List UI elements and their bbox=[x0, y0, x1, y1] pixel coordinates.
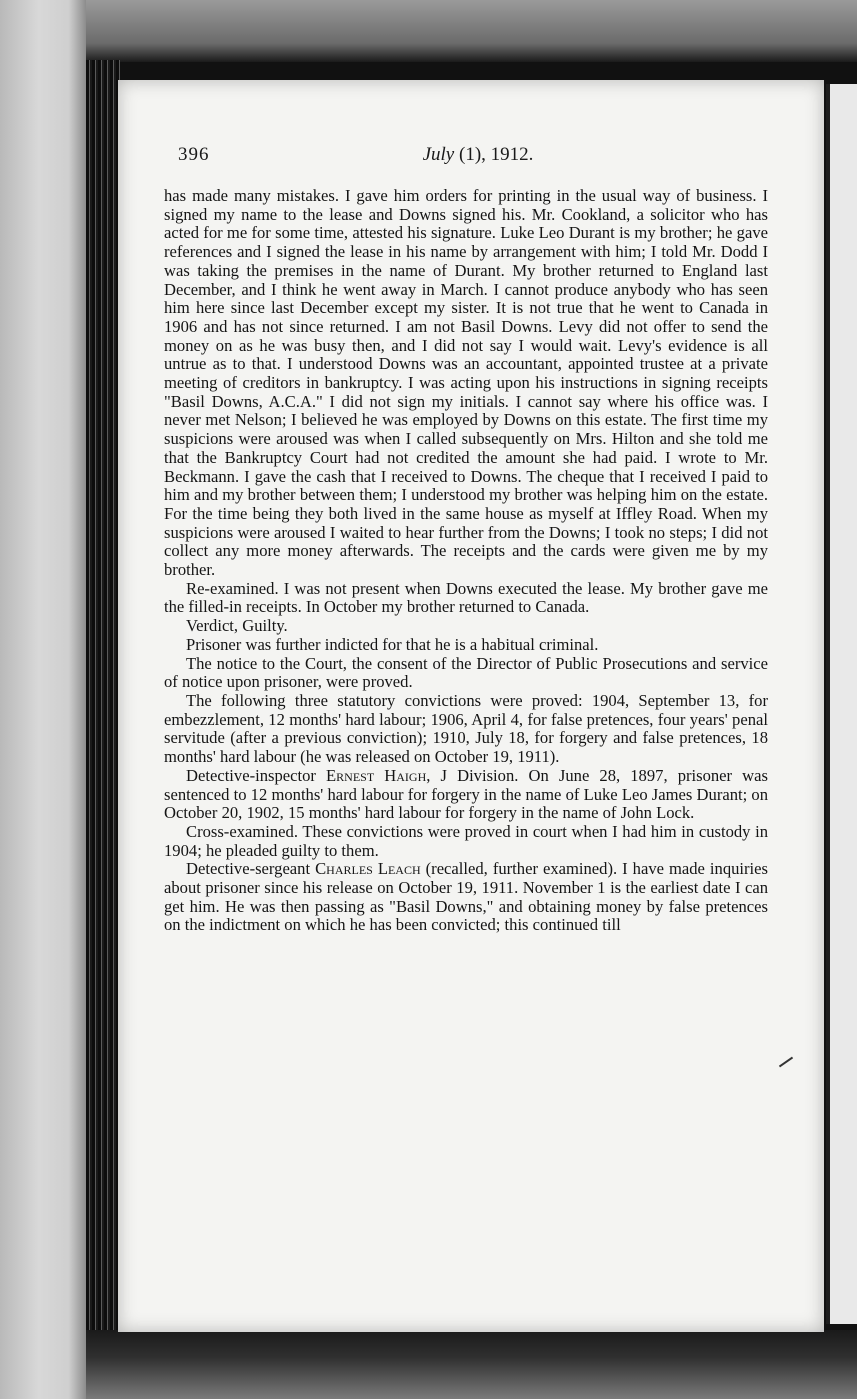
haigh-prefix: Detective-inspector bbox=[186, 765, 327, 785]
paragraph: Prisoner was further indicted for that he is a habitual criminal. bbox=[186, 634, 599, 654]
paragraph-leach bbox=[164, 860, 768, 935]
paragraph: Verdict, Guilty. bbox=[186, 616, 288, 636]
running-title bbox=[178, 144, 778, 166]
book-edge-bottom bbox=[86, 1330, 857, 1399]
leach-prefix: Detective-sergeant bbox=[186, 859, 316, 879]
running-title-date: (1), 1912. bbox=[454, 144, 534, 165]
book-edge-top bbox=[86, 0, 857, 62]
haigh-text: , J Division. On June 28, 1897, prisoner was sentenced to 12 months' hard labour for forgery in the name of Luke Leo James Durant; on October 20, 1902, 15 months' hard labour for forgery in the name of John Lock. bbox=[164, 765, 768, 823]
book-page bbox=[118, 80, 824, 1332]
facing-page-edge bbox=[826, 84, 857, 1324]
paragraph: Re-examined. I was not present when Downs executed the lease. My brother gave me the filled-in receipts. In October my brother returned to Canada. bbox=[164, 578, 768, 617]
witness-name: Ernest Haigh bbox=[326, 765, 427, 785]
paragraph: Cross-examined. These convictions were proved in court when I had him in custody in 1904; he pleaded guilty to them. bbox=[164, 821, 768, 860]
page-header bbox=[178, 144, 778, 172]
paragraph: has made many mistakes. I gave him orders for printing in the usual way of business. I signed my name to the lease and Downs signed his. Mr. Cookland, a solicitor who has acted for me for some time, attested his signature. Luke Leo Durant is my brother; he gave references and I signed the lease in his name by arrangement with him; I told Mr. Dodd I was taking the premises in the name of Durant. My brother returned to England last December, and I think he went away in March. I cannot produce anybody who has seen him here since last December except my sister. It is not true that he went to Canada in 1906 and has not since returned. I am not Basil Downs. Levy did not offer to send the money on as he was busy then, and I did not say I would wait. Levy's evidence is all untrue as to that. I understood Downs was an accountant, appointed trustee at a private meeting of creditors in bankruptcy. I was acting upon his instructions in signing receipts "Basil Downs, A.C.A." I did not sign my initials. I cannot say where his office was. I never met Nelson; I believed he was employed by Downs on this estate. The first time my suspicions were aroused was when I called subsequently on Mrs. Hilton and she told me that the Bankruptcy Court had not credited the amount she had paid. I wrote to Mr. Beckmann. I gave the cash that I received to Downs. The cheque that I received I paid to him and my brother between them; I understood my brother was helping him on the estate. For the time being they both lived in the same house as myself at Iffley Road. When my suspicions were aroused I waited to hear further from the Downs; I took no steps; I did not collect any more money afterwards. The receipts and the cards were given me by my brother. bbox=[164, 186, 768, 580]
page-number: 396 bbox=[178, 144, 210, 165]
book-binding bbox=[86, 60, 120, 1340]
page-body bbox=[164, 187, 768, 935]
leach-text: (recalled, further examined). I have made inquiries about prisoner since his release on October 19, 1911. November 1 is the earliest date I can get him. He was then passing as "Basil Downs," and obtaining money by false pretences on the indictment on which he has been convicted; this continued till bbox=[164, 859, 768, 935]
paragraph: The notice to the Court, the consent of the Director of Public Prosecutions and service of notice upon prisoner, were proved. bbox=[164, 653, 768, 692]
book-edge-left bbox=[0, 0, 86, 1399]
witness-name: Charles Leach bbox=[315, 859, 421, 879]
running-title-month: July bbox=[422, 144, 455, 165]
margin-pencil-mark bbox=[779, 1057, 793, 1068]
paragraph-haigh bbox=[164, 767, 768, 823]
paragraph: The following three statutory convictions were proved: 1904, September 13, for embezzlement, 12 months' hard labour; 1906, April 4, for false pretences, four years' penal servitude (after a previous conviction); 1910, July 18, for forgery and false pretences, 18 months' hard labour (he was released on October 19, 1911). bbox=[164, 690, 768, 767]
